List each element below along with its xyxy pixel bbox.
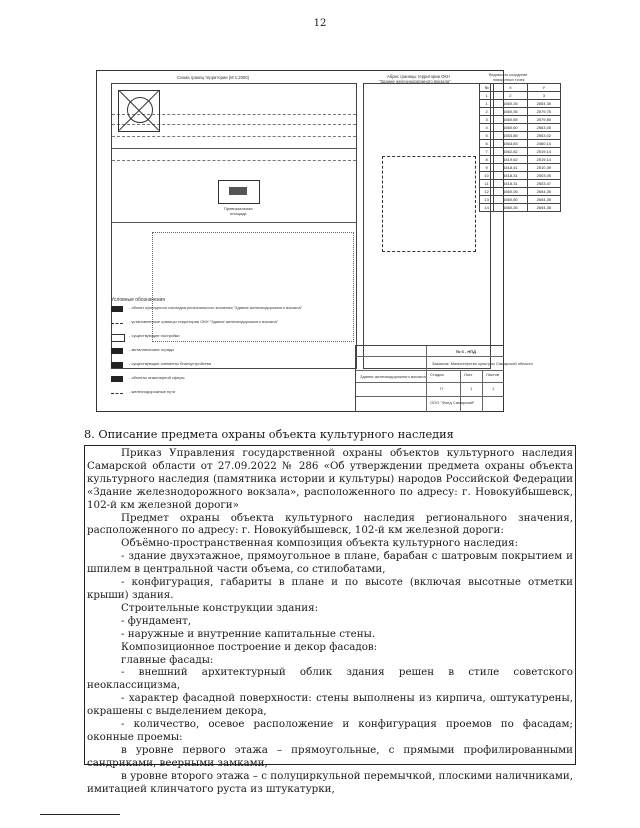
legend-title: Условные обозначения	[111, 297, 166, 303]
coords-row: 6 1563,83 2460,14	[480, 140, 561, 148]
page-number: 12	[313, 18, 327, 29]
paragraph: главные фасады:	[121, 653, 214, 666]
paragraph: - наружные и внутренние капитальные стены.	[121, 627, 376, 640]
section-heading: 8. Описание предмета охраны объекта культурного наследия	[84, 428, 454, 441]
coordinates-table: № X Y 1 2 3 1 1560,26 2654,35 2 1560,35 2579,75 3 1560,65 2579,80 4 1560,60 2563,05 5 1553,85 2563,02 6 1563,83 2460,14 7 1562,82 2519,14 8 1519,62 2519,14 9 1518,41 2510,39 10 1518,31 2503,05 11 1518,31 2503,47 12 1560,26 2654,35 13 1560,80 2654,35 14 1560,26 2654,35	[479, 83, 561, 212]
boundary-caption: Абрис границы территории ОКН	[387, 74, 450, 79]
footnote-rule	[40, 814, 120, 815]
paragraph: Объёмно-пространственная композиция объекта культурного наследия:	[121, 537, 519, 550]
protection-subject-text	[84, 445, 576, 795]
paragraph: Строительные конструкции здания:	[121, 601, 319, 614]
coords-row: 2 1560,35 2579,75	[480, 108, 561, 116]
paragraph: - внешний архитектурный облик здания решен в стиле советского неоклассицизма,	[87, 666, 573, 692]
legend: Условные обозначения - объект культурного наследия регионального значения "Здание железнодорожного вокзала" - установленные границы территории ОКН "Здание железнодорожного вокзала" - существующие постройки - металлические ограды - существующие элементы благоустройства - объекты инженерной сферы - железнодорожные пути	[111, 297, 331, 401]
paragraph: в уровне второго этажа – с полуциркульной перемычкой, плоскими наличниками, имитацией клинчатого руста из штукатурки,	[87, 769, 573, 795]
stamp-code: № 6 - НПД	[456, 349, 476, 354]
coords-row: 5 1553,85 2563,02	[480, 132, 561, 140]
paragraph: - характер фасадной поверхности: стены выполнены из кирпича, оштукатурены, окрашены с выделением декора,	[87, 692, 573, 718]
stamp-title: Здание железнодорожного вокзала	[360, 374, 426, 379]
paragraph: - здание двухэтажное, прямоугольное в плане, барабан с шатровым покрытием и шпилем в центральной части объема, со стилобатами,	[87, 550, 573, 576]
coords-row: 8 1519,62 2519,14	[480, 156, 561, 164]
paragraph: Предмет охраны объекта культурного наследия регионального значения, расположенного по адресу: г. Новокуйбышевск, 102-й км железной дороги:	[87, 511, 573, 537]
title-block: № 6 - НПД Заказчик: Министерство культуры Самарской области Здание железнодорожного вокзала Стадия Лист Листов П 1 1 ООО "Фонд Самарский"	[355, 345, 504, 412]
station-square-label: Привокзальная площадь	[224, 206, 253, 216]
boundary-caption-object: "Здание железнодорожного вокзала"	[379, 79, 451, 84]
territory-polygon	[382, 156, 476, 252]
coords-row: 11 1518,31 2503,47	[480, 180, 561, 188]
coords-row: 13 1560,80 2654,35	[480, 196, 561, 204]
coords-row: 3 1560,65 2579,80	[480, 116, 561, 124]
coords-row: 12 1560,26 2654,35	[480, 188, 561, 196]
paragraph: в уровне первого этажа – прямоугольные, с прямыми профилированными сандриками, веерными замками,	[87, 743, 573, 769]
station-building	[218, 180, 260, 204]
paragraph: Композиционное построение и декор фасадов:	[121, 640, 378, 653]
scheme-caption: Схема границ территории (М 1:2000)	[177, 75, 249, 80]
water-tower	[118, 90, 160, 132]
stamp-company: ООО "Фонд Самарский"	[430, 400, 475, 405]
coords-row: 10 1518,31 2503,05	[480, 172, 561, 180]
coords-row: 4 1560,60 2563,05	[480, 124, 561, 132]
paragraph: - конфигурация, габариты в плане и по высоте (включая высотные отметки крыши) здания.	[87, 576, 573, 601]
coords-row: 1 1560,26 2654,35	[480, 100, 561, 108]
coords-row: 14 1560,26 2654,35	[480, 204, 561, 212]
paragraph: - количество, осевое расположение и конфигурация проемов по фасадам; оконные проемы:	[87, 718, 573, 743]
coords-caption: Ведомость координат	[489, 73, 528, 77]
paragraph: Приказ Управления государственной охраны объектов культурного наследия Самарской области от 27.09.2022 № 286 «Об утверждении предмета охраны объекта культурного наследия (памятника истории и культуры) народов Российской Федерации «Здание железнодорожного вокзала», расположенного по адресу: г. Новокуйбышевск, 102-й км железной дороги»	[87, 447, 573, 511]
boundary-outline	[363, 83, 491, 369]
coords-row: 7 1562,82 2519,14	[480, 148, 561, 156]
coords-row: 9 1518,41 2510,39	[480, 164, 561, 172]
site-plan-drawing	[96, 70, 552, 412]
stamp-org: Заказчик: Министерство культуры Самарской области	[432, 361, 533, 366]
paragraph: - фундамент,	[121, 614, 192, 627]
coords-caption-2: поворотных точек	[493, 78, 525, 82]
